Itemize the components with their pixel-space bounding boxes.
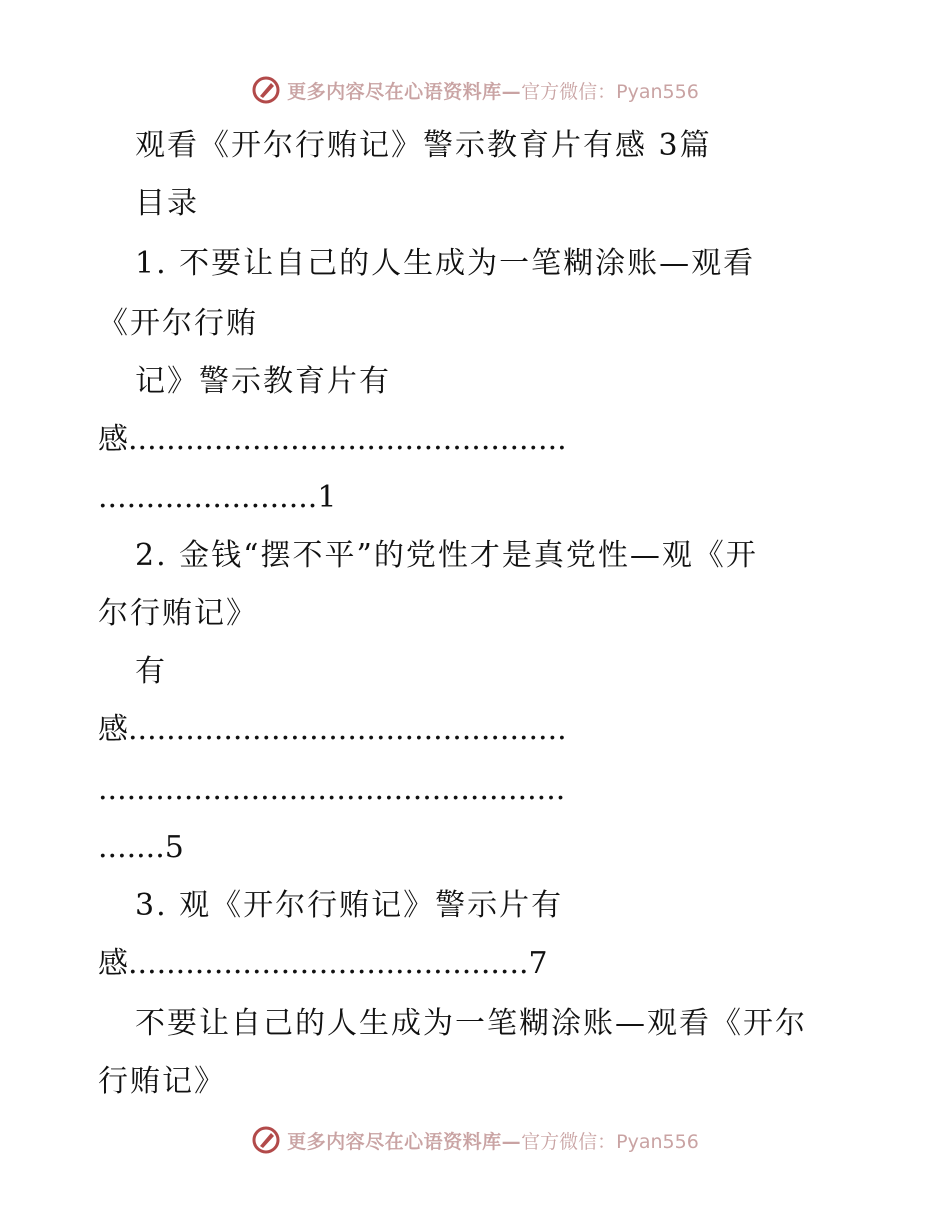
banner-sub-text: 官方微信：Pyan556 (521, 80, 699, 103)
document-title: 观看《开尔行贿记》警示教育片有感 3篇 (135, 128, 712, 163)
toc-item-2-page: .......5 (98, 830, 184, 865)
banner-main-text: 更多内容尽在心语资料库— (287, 1130, 522, 1153)
toc-item-1-line-3: 记》警示教育片有 (135, 364, 391, 399)
banner-main-text: 更多内容尽在心语资料库— (287, 80, 522, 103)
toc-item-2-line-5: ................................................. (98, 772, 566, 807)
toc-item-2-line-2: 尔行贿记》 (98, 596, 258, 631)
toc-heading: 目录 (135, 186, 199, 221)
body-heading-line-2: 行贿记》 (98, 1064, 226, 1099)
footer-banner (0, 1122, 950, 1158)
toc-item-2-line-4: 感.............................................. (98, 712, 567, 747)
pen-logo-icon (251, 1125, 281, 1155)
body-heading-line-1: 不要让自己的人生成为一笔糊涂账—观看《开尔 (135, 1006, 807, 1041)
header-banner (0, 72, 950, 108)
toc-item-2-line-1: 2. 金钱“摆不平”的党性才是真党性—观《开 (135, 538, 758, 573)
toc-item-1-page: .......................1 (98, 480, 337, 515)
toc-item-1-line-4: 感.............................................. (98, 422, 567, 457)
toc-item-3-page: 感..........................................7 (98, 946, 548, 981)
pen-logo-icon (251, 75, 281, 105)
toc-item-2-line-3: 有 (135, 654, 167, 689)
toc-item-1-line-1: 1. 不要让自己的人生成为一笔糊涂账—观看 (135, 246, 756, 281)
banner-sub-text: 官方微信：Pyan556 (521, 1130, 699, 1153)
toc-item-3-line-1: 3. 观《开尔行贿记》警示片有 (135, 888, 564, 923)
toc-item-1-line-2: 《开尔行贿 (98, 306, 258, 341)
